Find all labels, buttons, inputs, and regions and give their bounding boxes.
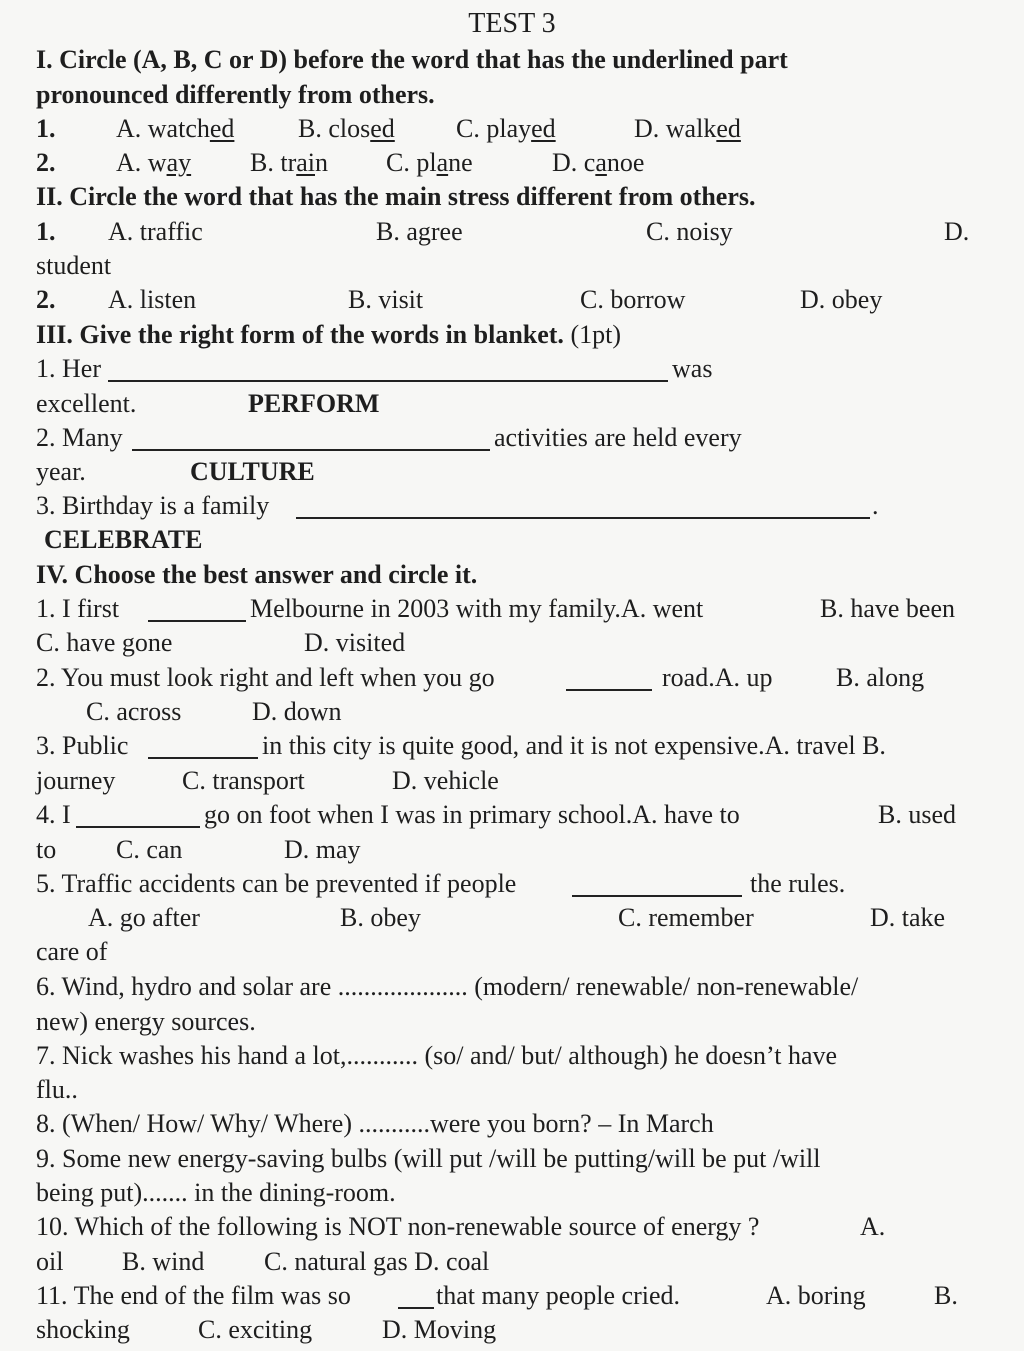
question-text: activities are held every <box>494 423 742 452</box>
s1-q2-option-d[interactable]: D. canoe <box>552 148 645 177</box>
question-text: Melbourne in 2003 with my family.A. went <box>250 594 704 623</box>
question-text: 11. The end of the film was so <box>36 1281 351 1310</box>
question-text: go on foot when I was in primary school.A. have to <box>204 800 740 829</box>
question-text: . <box>872 491 879 520</box>
question-text: the rules. <box>750 869 846 898</box>
option-a[interactable]: A. go after <box>88 903 200 932</box>
s2-q1-option-b[interactable]: B. agree <box>376 217 463 246</box>
option-d[interactable]: D. Moving <box>382 1315 497 1344</box>
answer-blank[interactable] <box>76 804 200 828</box>
question-text: 10. Which of the following is NOT non-renewable source of energy ? <box>36 1212 760 1241</box>
option-d[interactable]: D. down <box>252 697 342 726</box>
option-b[interactable]: B. obey <box>340 903 421 932</box>
s2-q1-option-d[interactable]: D. <box>944 217 970 246</box>
section-4-heading: IV. Choose the best answer and circle it. <box>36 560 478 589</box>
question-text: 5. Traffic accidents can be prevented if people <box>36 869 517 898</box>
s2-q1-option-c[interactable]: C. noisy <box>646 217 733 246</box>
option-c[interactable]: C. exciting <box>198 1315 313 1344</box>
question-number: 2. <box>36 148 56 177</box>
option-b[interactable]: B. wind <box>122 1247 205 1276</box>
answer-blank[interactable] <box>296 495 870 519</box>
option-d[interactable]: D. visited <box>304 628 406 657</box>
option-b[interactable]: B. have been <box>820 594 956 623</box>
answer-blank[interactable] <box>572 873 742 897</box>
answer-blank[interactable] <box>398 1285 434 1309</box>
question-number: 1. <box>36 217 56 246</box>
s2-q2-option-b[interactable]: B. visit <box>348 285 424 314</box>
s2-q2-option-a[interactable]: A. listen <box>108 285 197 314</box>
question-text: year. <box>36 457 86 486</box>
s4-question-9-line-1: 9. Some new energy-saving bulbs (will put /will be putting/will be put /will <box>36 1144 821 1173</box>
option-d[interactable]: D. may <box>284 835 361 864</box>
question-text: excellent. <box>36 389 137 418</box>
section-1-heading-line-2: pronounced differently from others. <box>36 80 435 109</box>
answer-blank[interactable] <box>148 735 258 759</box>
option-c[interactable]: C. across <box>86 697 182 726</box>
s1-q2-option-b[interactable]: B. train <box>250 148 328 177</box>
question-text: 1. I first <box>36 594 120 623</box>
answer-blank[interactable] <box>132 427 490 451</box>
option-d-wrap[interactable]: care of <box>36 937 108 966</box>
option-d[interactable]: D. take <box>870 903 946 932</box>
option-c-d[interactable]: C. natural gas D. coal <box>264 1247 490 1276</box>
s2-q2-option-c[interactable]: C. borrow <box>580 285 686 314</box>
word-form-cue: CULTURE <box>190 457 315 486</box>
question-number: 1. <box>36 114 56 143</box>
option-d[interactable]: D. vehicle <box>392 766 499 795</box>
word-form-cue: PERFORM <box>248 389 380 418</box>
option-c[interactable]: C. remember <box>618 903 754 932</box>
section-2-heading: II. Circle the word that has the main stress different from others. <box>36 182 756 211</box>
question-number: 2. <box>36 285 56 314</box>
question-text: 2. Many <box>36 423 123 452</box>
option-c[interactable]: C. transport <box>182 766 305 795</box>
question-text: 3. Birthday is a family <box>36 491 270 520</box>
s4-question-7-line-1: 7. Nick washes his hand a lot,........... (so/ and/ but/ although) he doesn’t have <box>36 1041 838 1070</box>
s1-q1-option-a[interactable]: A. watched <box>116 114 235 143</box>
option-b[interactable]: B. used <box>878 800 956 829</box>
page-title: TEST 3 <box>468 8 556 39</box>
option-c[interactable]: C. can <box>116 835 183 864</box>
option-b-wrap[interactable]: journey <box>36 766 116 795</box>
question-text: road.A. up <box>662 663 773 692</box>
option-a[interactable]: A. <box>860 1212 886 1241</box>
question-text: 1. Her <box>36 354 101 383</box>
option-a[interactable]: A. boring <box>766 1281 866 1310</box>
s1-q2-option-a[interactable]: A. way <box>116 148 192 177</box>
s4-question-6-line-2: new) energy sources. <box>36 1007 256 1036</box>
option-b-wrap[interactable]: to <box>36 835 57 864</box>
s4-question-6-line-1: 6. Wind, hydro and solar are .................... (modern/ renewable/ non-renewable/ <box>36 972 859 1001</box>
question-text: 3. Public <box>36 731 129 760</box>
word-form-cue: CELEBRATE <box>44 525 203 554</box>
s2-q1-option-a[interactable]: A. traffic <box>108 217 203 246</box>
s1-q1-option-b[interactable]: B. closed <box>298 114 395 143</box>
question-text: 4. I <box>36 800 71 829</box>
answer-blank[interactable] <box>108 358 668 382</box>
question-text: 2. You must look right and left when you go <box>36 663 495 692</box>
option-a-wrap[interactable]: oil <box>36 1247 64 1276</box>
option-b-wrap[interactable]: shocking <box>36 1315 130 1344</box>
question-text: in this city is quite good, and it is not expensive.A. travel B. <box>262 731 886 760</box>
question-text: was <box>672 354 713 383</box>
option-b[interactable]: B. along <box>836 663 925 692</box>
option-b[interactable]: B. <box>934 1281 958 1310</box>
option-c[interactable]: C. have gone <box>36 628 173 657</box>
answer-blank[interactable] <box>148 598 246 622</box>
s4-question-9-line-2: being put)....... in the dining-room. <box>36 1178 396 1207</box>
answer-blank[interactable] <box>566 667 652 691</box>
s4-question-8: 8. (When/ How/ Why/ Where) ...........were you born? – In March <box>36 1109 714 1138</box>
section-1-heading-line-1: I. Circle (A, B, C or D) before the word that has the underlined part <box>36 45 788 74</box>
s2-q1-option-d-wrap[interactable]: student <box>36 251 112 280</box>
s1-q1-option-c[interactable]: C. played <box>456 114 556 143</box>
s1-q1-option-d[interactable]: D. walked <box>634 114 741 143</box>
s4-question-7-line-2: flu.. <box>36 1075 78 1104</box>
question-text: that many people cried. <box>436 1281 681 1310</box>
s2-q2-option-d[interactable]: D. obey <box>800 285 883 314</box>
section-3-heading: III. Give the right form of the words in blanket. (1pt) <box>36 320 621 349</box>
s1-q2-option-c[interactable]: C. plane <box>386 148 473 177</box>
